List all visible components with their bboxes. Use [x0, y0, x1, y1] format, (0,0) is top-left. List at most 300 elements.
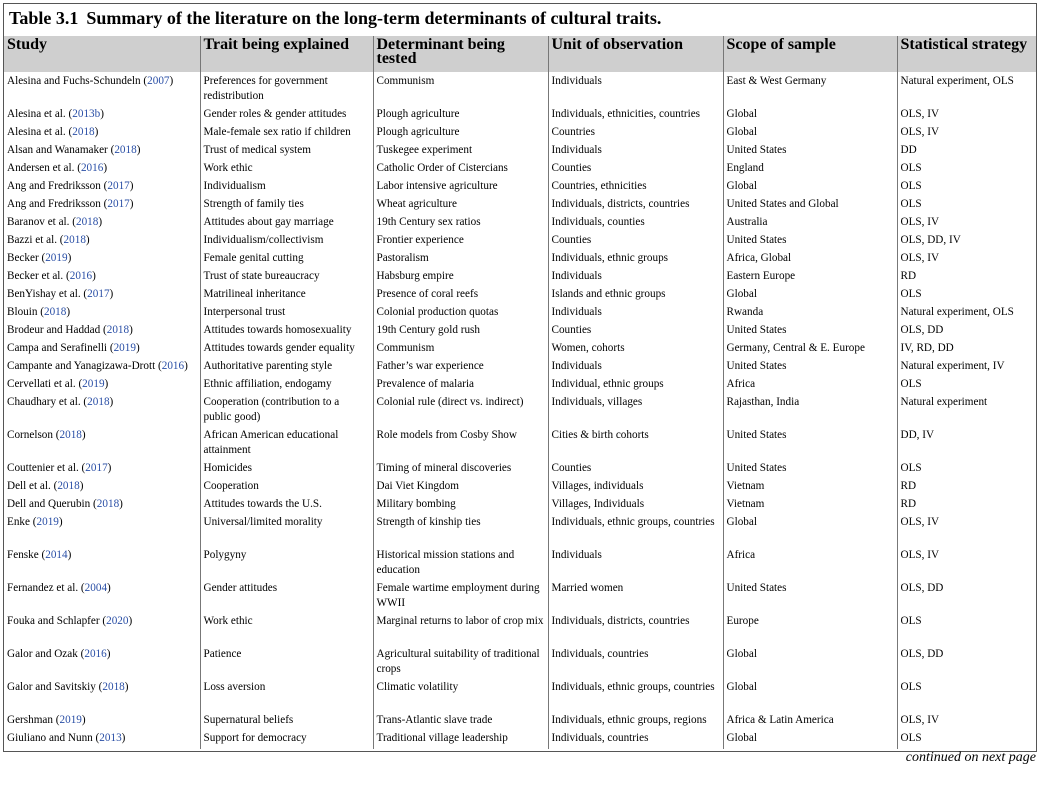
cell-scope: Global — [723, 647, 897, 680]
cell-scope: United States — [723, 233, 897, 251]
cell-scope: United States — [723, 581, 897, 614]
cell-unit: Cities & birth cohorts — [548, 428, 723, 461]
table-row — [4, 143, 1036, 161]
study-year-link[interactable]: 2018 — [43, 306, 67, 318]
study-paren: ) — [98, 216, 103, 228]
study-author: Enke ( — [7, 516, 37, 528]
cell-scope: Global — [723, 731, 897, 749]
cell-trait: Strength of family ties — [200, 197, 373, 215]
cell-trait: Universal/limited morality — [200, 515, 373, 548]
cell-study — [4, 377, 200, 395]
cell-determinant: Plough agriculture — [373, 107, 548, 125]
cell-trait: Male-female sex ratio if children — [200, 125, 373, 143]
study-author: Fouka and Schlapfer ( — [7, 615, 107, 627]
cell-trait: Homicides — [200, 461, 373, 479]
cell-unit: Women, cohorts — [548, 341, 723, 359]
cell-determinant: Plough agriculture — [373, 125, 548, 143]
table-row — [4, 377, 1036, 395]
cell-strategy: RD — [897, 497, 1036, 515]
cell-trait: Gender roles & gender attitudes — [200, 107, 373, 125]
cell-study — [4, 497, 200, 515]
cell-trait: Trust of state bureaucracy — [200, 269, 373, 287]
study-author: Becker et al. ( — [7, 270, 70, 282]
cell-trait: Work ethic — [200, 161, 373, 179]
cell-scope: United States — [723, 323, 897, 341]
cell-trait: Interpersonal trust — [200, 305, 373, 323]
table-row — [4, 479, 1036, 497]
study-year-link[interactable]: 2019 — [45, 252, 68, 264]
cell-scope: Global — [723, 107, 897, 125]
cell-determinant: Dai Viet Kingdom — [373, 479, 548, 497]
table-row — [4, 197, 1036, 215]
cell-strategy: OLS — [897, 161, 1036, 179]
study-author: Alesina and Fuchs-Schundeln ( — [7, 75, 148, 87]
study-author: Brodeur and Haddad ( — [7, 324, 107, 336]
header-trait: Trait being explained — [200, 36, 373, 72]
cell-determinant: Communism — [373, 72, 548, 107]
study-year-link[interactable]: 2013 — [99, 732, 122, 744]
cell-strategy: OLS — [897, 461, 1036, 479]
cell-study — [4, 233, 200, 251]
study-paren: ) — [100, 108, 104, 120]
cell-trait: Attitudes about gay marriage — [200, 215, 373, 233]
table-row — [4, 251, 1036, 269]
cell-strategy: OLS, IV — [897, 107, 1036, 125]
study-year-link[interactable]: 2018 — [75, 216, 99, 228]
cell-unit: Individuals — [548, 143, 723, 161]
study-year-link[interactable]: 2018 — [72, 126, 95, 138]
study-year-link[interactable]: 2019 — [59, 714, 82, 726]
table-row — [4, 497, 1036, 515]
cell-study — [4, 680, 200, 713]
cell-determinant: 19th Century gold rush — [373, 323, 548, 341]
cell-unit: Individuals, ethnic groups — [548, 251, 723, 269]
cell-strategy: OLS — [897, 614, 1036, 647]
cell-scope: Global — [723, 515, 897, 548]
cell-unit: Counties — [548, 461, 723, 479]
table-row — [4, 125, 1036, 143]
study-paren: ) — [119, 498, 123, 510]
cell-study — [4, 323, 200, 341]
cell-trait: Cooperation (contribution to a public good) — [200, 395, 373, 428]
study-author: BenYishay et al. ( — [7, 288, 88, 300]
study-author: Giuliano and Nunn ( — [7, 732, 100, 744]
cell-unit: Individuals, districts, countries — [548, 197, 723, 215]
table-row — [4, 680, 1036, 713]
cell-unit: Countries — [548, 125, 723, 143]
study-paren: ) — [135, 342, 140, 354]
cell-scope: Africa — [723, 548, 897, 581]
cell-strategy: RD — [897, 269, 1036, 287]
cell-unit: Individuals — [548, 72, 723, 107]
study-author: Couttenier et al. ( — [7, 462, 86, 474]
cell-strategy: OLS, DD — [897, 323, 1036, 341]
cell-unit: Individuals, countries — [548, 731, 723, 749]
cell-scope: Eastern Europe — [723, 269, 897, 287]
table-row — [4, 461, 1036, 479]
table-row — [4, 395, 1036, 428]
cell-scope: Vietnam — [723, 479, 897, 497]
cell-strategy: Natural experiment, IV — [897, 359, 1036, 377]
cell-trait: Ethnic affiliation, endogamy — [200, 377, 373, 395]
study-author: Chaudhary et al. ( — [7, 396, 88, 408]
study-author: Fenske ( — [7, 549, 46, 561]
cell-unit: Individuals — [548, 269, 723, 287]
cell-unit: Islands and ethnic groups — [548, 287, 723, 305]
cell-study — [4, 215, 200, 233]
cell-determinant: Trans-Atlantic slave trade — [373, 713, 548, 731]
cell-strategy: OLS, DD — [897, 647, 1036, 680]
study-paren: ) — [136, 144, 141, 156]
cell-trait: Gender attitudes — [200, 581, 373, 614]
study-paren: ) — [169, 75, 174, 87]
cell-scope: Australia — [723, 215, 897, 233]
cell-study — [4, 614, 200, 647]
cell-trait: Work ethic — [200, 614, 373, 647]
cell-strategy: OLS, IV — [897, 548, 1036, 581]
study-author: Dell et al. ( — [7, 480, 58, 492]
cell-study — [4, 305, 200, 323]
table-row — [4, 731, 1036, 749]
study-year-link[interactable]: 2019 — [82, 378, 105, 390]
study-year-link[interactable]: 2017 — [107, 180, 130, 192]
cell-study — [4, 143, 200, 161]
study-paren: ) — [129, 180, 134, 192]
table-caption — [9, 8, 661, 29]
cell-trait: Patience — [200, 647, 373, 680]
cell-strategy: RD — [897, 479, 1036, 497]
cell-unit: Individuals, villages — [548, 395, 723, 428]
cell-unit: Villages, individuals — [548, 479, 723, 497]
cell-strategy: OLS, IV — [897, 125, 1036, 143]
cell-trait: Authoritative parenting style — [200, 359, 373, 377]
cell-unit: Individuals, ethnic groups, countries — [548, 515, 723, 548]
study-paren: ) — [79, 480, 84, 492]
cell-strategy: Natural experiment, OLS — [897, 72, 1036, 107]
study-paren: ) — [92, 270, 96, 282]
study-year-link[interactable]: 2018 — [114, 144, 137, 156]
table-row — [4, 647, 1036, 680]
table-row — [4, 287, 1036, 305]
cell-determinant: Tuskegee experiment — [373, 143, 548, 161]
cell-strategy: Natural experiment, OLS — [897, 305, 1036, 323]
cell-scope: Rwanda — [723, 305, 897, 323]
study-paren: ) — [129, 324, 133, 336]
cell-determinant: Wheat agriculture — [373, 197, 548, 215]
cell-unit: Individuals, ethnic groups, countries — [548, 680, 723, 713]
table-row — [4, 548, 1036, 581]
study-year-link[interactable]: 2019 — [36, 516, 59, 528]
study-author: Andersen et al. ( — [7, 162, 81, 174]
cell-trait: Support for democracy — [200, 731, 373, 749]
cell-scope: Europe — [723, 614, 897, 647]
cell-study — [4, 179, 200, 197]
cell-scope: Germany, Central & E. Europe — [723, 341, 897, 359]
table-row — [4, 269, 1036, 287]
header-determinant: Determinant being tested — [373, 36, 548, 72]
study-author: Blouin ( — [7, 306, 44, 318]
cell-strategy: OLS, IV — [897, 251, 1036, 269]
cell-unit: Counties — [548, 323, 723, 341]
cell-determinant: 19th Century sex ratios — [373, 215, 548, 233]
study-author: Baranov et al. ( — [7, 216, 76, 228]
study-paren: ) — [107, 582, 111, 594]
cell-study — [4, 72, 200, 107]
study-paren: ) — [58, 516, 63, 528]
cell-unit: Individuals, ethnic groups, regions — [548, 713, 723, 731]
cell-scope: Global — [723, 179, 897, 197]
cell-trait: Loss aversion — [200, 680, 373, 713]
study-year-link[interactable]: 2020 — [106, 615, 129, 627]
cell-trait: Attitudes towards homosexuality — [200, 323, 373, 341]
cell-determinant: Pastoralism — [373, 251, 548, 269]
study-year-link[interactable]: 2013b — [72, 108, 101, 120]
study-paren: ) — [67, 549, 72, 561]
cell-study — [4, 197, 200, 215]
study-paren: ) — [184, 360, 188, 372]
cell-determinant: Frontier experience — [373, 233, 548, 251]
cell-strategy: OLS, IV — [897, 515, 1036, 548]
cell-scope: Global — [723, 680, 897, 713]
cell-determinant: Colonial production quotas — [373, 305, 548, 323]
cell-study — [4, 515, 200, 548]
study-paren: ) — [94, 126, 99, 138]
cell-scope: Global — [723, 125, 897, 143]
study-paren: ) — [81, 429, 86, 441]
table-header-row — [4, 36, 1036, 72]
cell-study — [4, 395, 200, 428]
cell-study — [4, 341, 200, 359]
cell-determinant: Traditional village leadership — [373, 731, 548, 749]
cell-scope: Vietnam — [723, 497, 897, 515]
table-row — [4, 515, 1036, 548]
study-author: Alesina et al. ( — [7, 126, 73, 138]
study-author: Campante and Yanagizawa-Drott ( — [7, 360, 162, 372]
table-row — [4, 359, 1036, 377]
cell-scope: East & West Germany — [723, 72, 897, 107]
cell-strategy: OLS — [897, 179, 1036, 197]
cell-strategy: OLS — [897, 680, 1036, 713]
cell-study — [4, 713, 200, 731]
table-row — [4, 179, 1036, 197]
cell-trait: Attitudes towards gender equality — [200, 341, 373, 359]
literature-table — [4, 36, 1036, 749]
study-year-link[interactable]: 2017 — [107, 198, 130, 210]
header-strategy: Statistical strategy — [897, 36, 1036, 72]
study-year-link[interactable]: 2016 — [80, 162, 104, 174]
table-number: Table 3.1 — [9, 8, 79, 28]
study-paren: ) — [124, 681, 129, 693]
table-row — [4, 614, 1036, 647]
study-author: Galor and Savitskiy ( — [7, 681, 103, 693]
study-paren: ) — [81, 714, 86, 726]
cell-strategy: OLS — [897, 731, 1036, 749]
cell-determinant: Colonial rule (direct vs. indirect) — [373, 395, 548, 428]
study-paren: ) — [121, 732, 126, 744]
study-year-link[interactable]: 2007 — [147, 75, 170, 87]
cell-study — [4, 287, 200, 305]
cell-trait: Trust of medical system — [200, 143, 373, 161]
study-author: Alsan and Wanamaker ( — [7, 144, 115, 156]
cell-determinant: Climatic volatility — [373, 680, 548, 713]
cell-determinant: Communism — [373, 341, 548, 359]
study-paren: ) — [129, 198, 134, 210]
cell-trait: Individualism — [200, 179, 373, 197]
cell-scope: United States — [723, 359, 897, 377]
study-year-link[interactable]: 2017 — [85, 462, 108, 474]
study-author: Bazzi et al. ( — [7, 234, 64, 246]
study-author: Gershman ( — [7, 714, 60, 726]
cell-determinant: Prevalence of malaria — [373, 377, 548, 395]
cell-study — [4, 251, 200, 269]
study-paren: ) — [104, 378, 109, 390]
study-author: Alesina et al. ( — [7, 108, 73, 120]
study-year-link[interactable]: 2018 — [87, 396, 110, 408]
cell-unit: Countries, ethnicities — [548, 179, 723, 197]
cell-strategy: DD, IV — [897, 428, 1036, 461]
study-year-link[interactable]: 2018 — [57, 480, 80, 492]
cell-trait: African American educational attainment — [200, 428, 373, 461]
cell-scope: United States — [723, 461, 897, 479]
cell-trait: Female genital cutting — [200, 251, 373, 269]
study-author: Ang and Fredriksson ( — [7, 180, 108, 192]
cell-strategy: IV, RD, DD — [897, 341, 1036, 359]
study-paren: ) — [85, 234, 90, 246]
cell-scope: Africa, Global — [723, 251, 897, 269]
cell-study — [4, 461, 200, 479]
cell-unit: Individual, ethnic groups — [548, 377, 723, 395]
cell-determinant: Father’s war experience — [373, 359, 548, 377]
cell-study — [4, 647, 200, 680]
cell-strategy: OLS — [897, 377, 1036, 395]
cell-study — [4, 269, 200, 287]
study-year-link[interactable]: 2016 — [161, 360, 185, 372]
study-year-link[interactable]: 2016 — [69, 270, 93, 282]
cell-unit: Married women — [548, 581, 723, 614]
cell-scope: United States and Global — [723, 197, 897, 215]
cell-strategy: OLS, IV — [897, 215, 1036, 233]
study-year-link[interactable]: 2019 — [113, 342, 136, 354]
continued-note: continued on next page — [905, 750, 1036, 765]
cell-strategy: OLS, DD — [897, 581, 1036, 614]
study-year-link[interactable]: 2018 — [59, 429, 82, 441]
cell-study — [4, 731, 200, 749]
header-unit: Unit of observation — [548, 36, 723, 72]
study-year-link[interactable]: 2016 — [84, 648, 107, 660]
study-year-link[interactable]: 2018 — [102, 681, 125, 693]
cell-study — [4, 125, 200, 143]
cell-unit: Villages, Individuals — [548, 497, 723, 515]
cell-scope: United States — [723, 143, 897, 161]
header-study: Study — [4, 36, 200, 72]
table-row — [4, 305, 1036, 323]
cell-unit: Individuals, countries — [548, 647, 723, 680]
study-year-link[interactable]: 2017 — [87, 288, 110, 300]
cell-trait: Supernatural beliefs — [200, 713, 373, 731]
cell-unit: Individuals, counties — [548, 215, 723, 233]
cell-unit: Counties — [548, 161, 723, 179]
study-year-link[interactable]: 2014 — [45, 549, 68, 561]
cell-determinant: Military bombing — [373, 497, 548, 515]
cell-trait: Individualism/collectivism — [200, 233, 373, 251]
study-author: Becker ( — [7, 252, 46, 264]
cell-study — [4, 479, 200, 497]
cell-determinant: Timing of mineral discoveries — [373, 461, 548, 479]
study-year-link[interactable]: 2004 — [84, 582, 108, 594]
table-row — [4, 72, 1036, 107]
cell-trait: Polygyny — [200, 548, 373, 581]
cell-determinant: Presence of coral reefs — [373, 287, 548, 305]
study-author: Dell and Querubin ( — [7, 498, 97, 510]
cell-trait: Matrilineal inheritance — [200, 287, 373, 305]
study-paren: ) — [109, 288, 114, 300]
study-year-link[interactable]: 2018 — [63, 234, 86, 246]
cell-trait: Preferences for government redistribution — [200, 72, 373, 107]
study-year-link[interactable]: 2018 — [106, 324, 130, 336]
table-row — [4, 581, 1036, 614]
table-title: Summary of the literature on the long-term determinants of cultural traits. — [86, 8, 662, 28]
cell-strategy: OLS — [897, 287, 1036, 305]
cell-study — [4, 107, 200, 125]
cell-study — [4, 428, 200, 461]
cell-strategy: OLS, IV — [897, 713, 1036, 731]
table-body — [4, 72, 1036, 749]
study-author: Fernandez et al. ( — [7, 582, 85, 594]
cell-trait: Attitudes towards the U.S. — [200, 497, 373, 515]
table-row — [4, 713, 1036, 731]
study-paren: ) — [66, 306, 71, 318]
cell-study — [4, 161, 200, 179]
cell-determinant: Female wartime employment during WWII — [373, 581, 548, 614]
study-author: Campa and Serafinelli ( — [7, 342, 114, 354]
cell-scope: United States — [723, 428, 897, 461]
cell-determinant: Historical mission stations and education — [373, 548, 548, 581]
table-row — [4, 323, 1036, 341]
cell-unit: Individuals, ethnicities, countries — [548, 107, 723, 125]
study-paren: ) — [109, 396, 114, 408]
table-row — [4, 233, 1036, 251]
study-paren: ) — [107, 462, 112, 474]
cell-unit: Individuals — [548, 305, 723, 323]
cell-study — [4, 548, 200, 581]
study-paren: ) — [103, 162, 108, 174]
study-paren: ) — [67, 252, 72, 264]
header-scope: Scope of sample — [723, 36, 897, 72]
cell-scope: Africa & Latin America — [723, 713, 897, 731]
cell-determinant: Catholic Order of Cistercians — [373, 161, 548, 179]
cell-determinant: Role models from Cosby Show — [373, 428, 548, 461]
table-row — [4, 215, 1036, 233]
table-row — [4, 428, 1036, 461]
cell-determinant: Habsburg empire — [373, 269, 548, 287]
cell-strategy: OLS, DD, IV — [897, 233, 1036, 251]
cell-strategy: OLS — [897, 197, 1036, 215]
table-row — [4, 341, 1036, 359]
cell-determinant: Strength of kinship ties — [373, 515, 548, 548]
table-row — [4, 161, 1036, 179]
cell-unit: Individuals, districts, countries — [548, 614, 723, 647]
study-author: Galor and Ozak ( — [7, 648, 85, 660]
cell-strategy: DD — [897, 143, 1036, 161]
cell-strategy: Natural experiment — [897, 395, 1036, 428]
cell-determinant: Labor intensive agriculture — [373, 179, 548, 197]
cell-scope: Africa — [723, 377, 897, 395]
cell-scope: Global — [723, 287, 897, 305]
study-paren: ) — [106, 648, 111, 660]
cell-determinant: Marginal returns to labor of crop mix — [373, 614, 548, 647]
cell-study — [4, 581, 200, 614]
study-year-link[interactable]: 2018 — [96, 498, 120, 510]
